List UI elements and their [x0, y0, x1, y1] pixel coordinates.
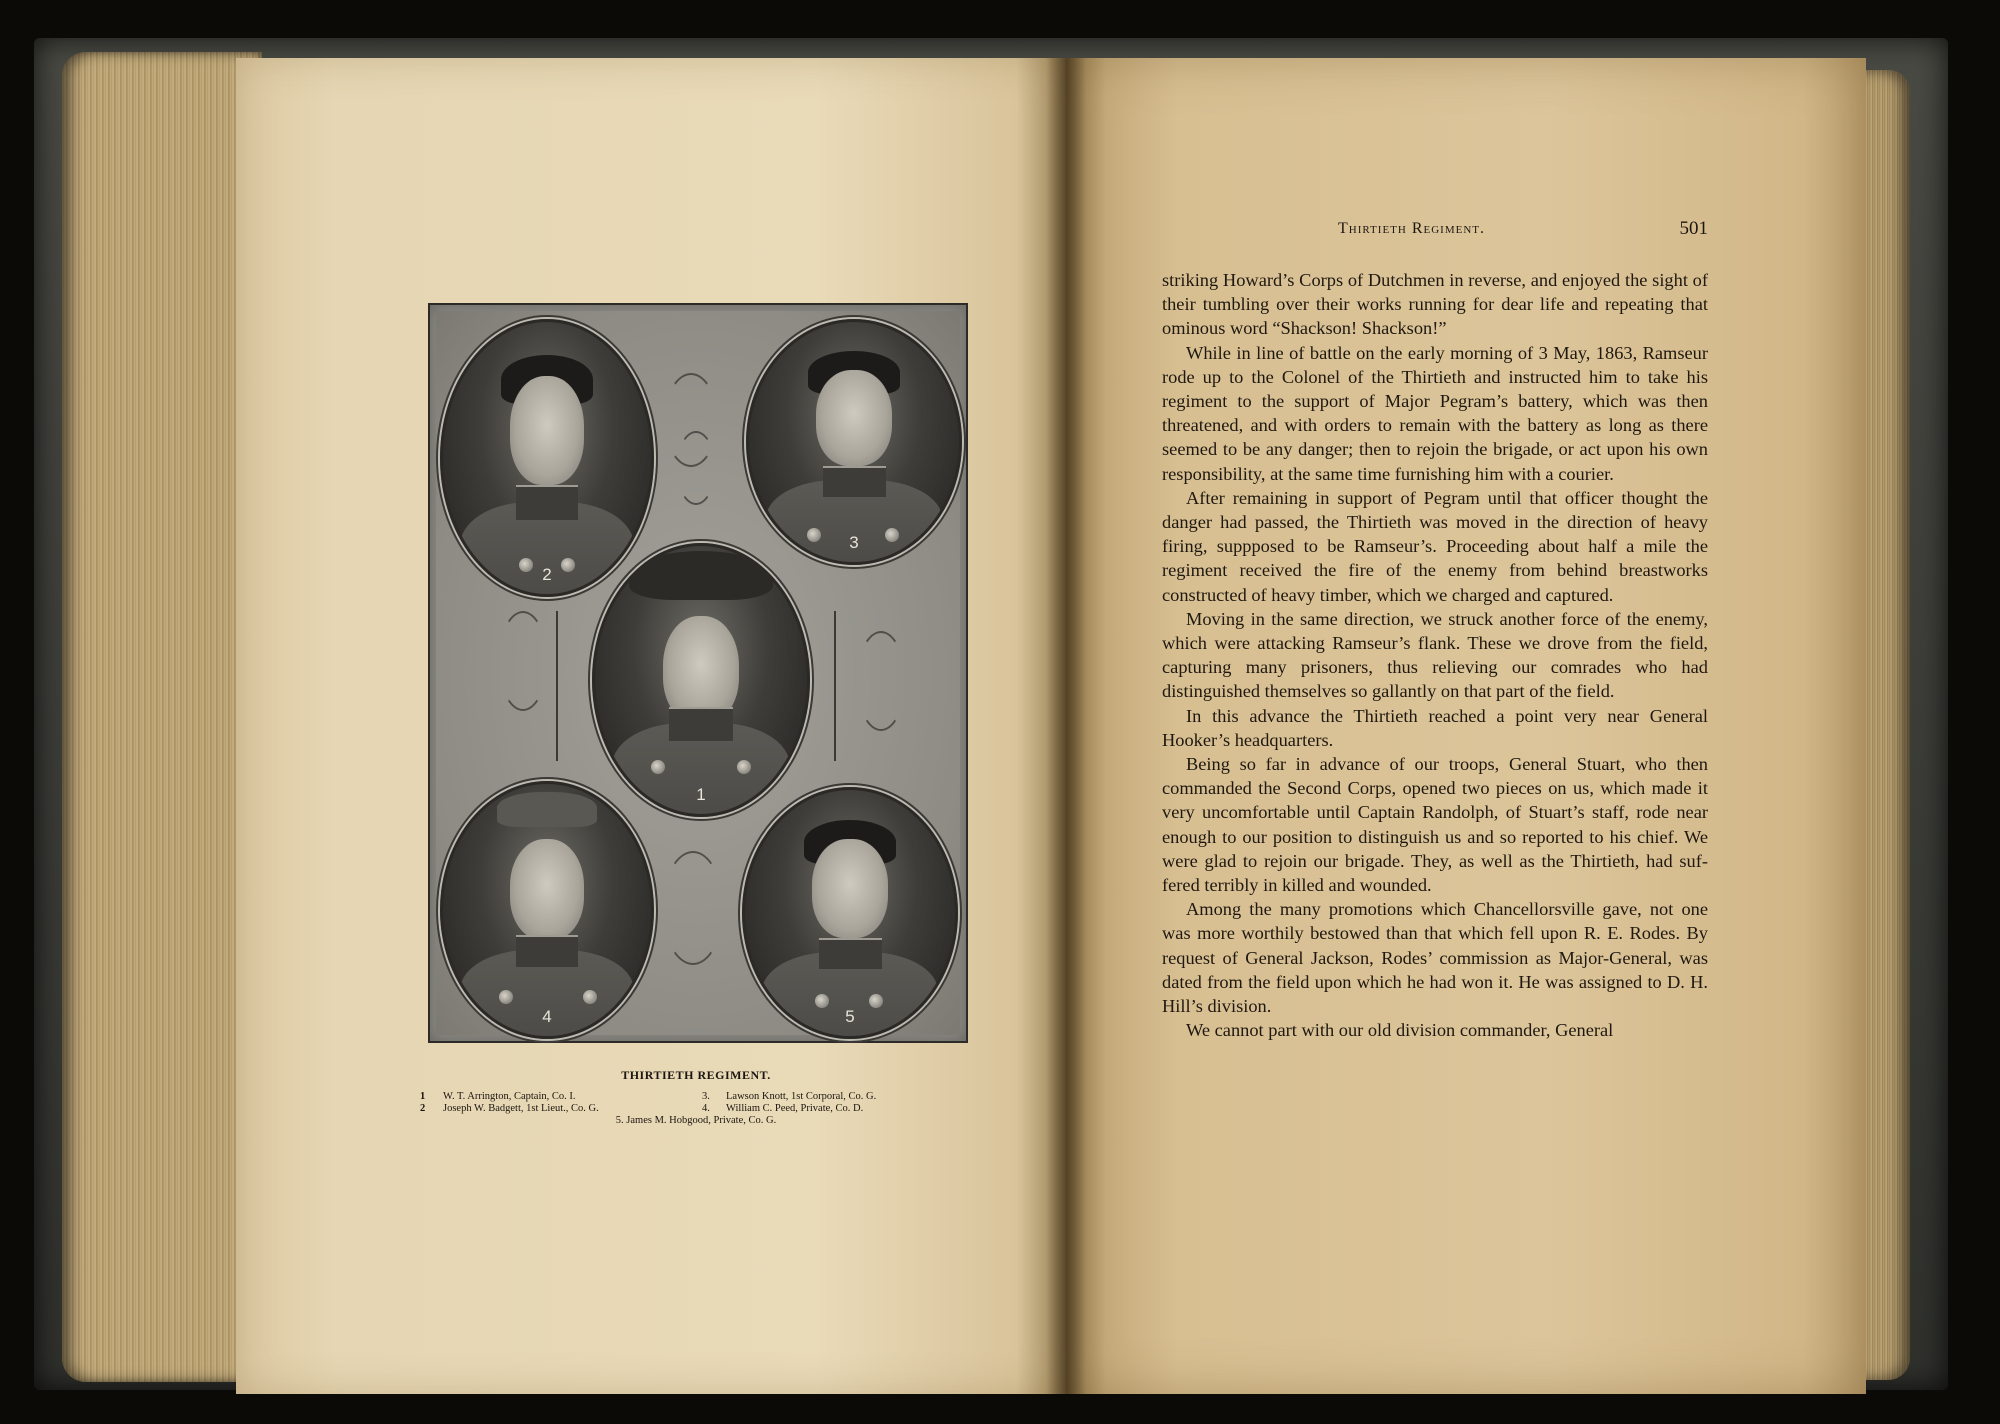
scroll-ornament	[498, 611, 548, 711]
plate-caption-title: THIRTIETH REGIMENT.	[621, 1068, 771, 1082]
left-page-stack	[62, 52, 262, 1382]
caption-number: 1	[420, 1091, 426, 1102]
face	[510, 839, 585, 940]
face	[816, 370, 892, 466]
caption-number: 5.	[615, 1115, 624, 1126]
running-head: Thirtieth Regiment.	[1338, 220, 1485, 237]
scroll-ornament	[676, 431, 716, 505]
caption-row	[420, 1115, 972, 1127]
uniform-button	[499, 990, 513, 1004]
face	[510, 376, 585, 485]
caption-entry: W. T. Arrington, Captain, Co. I.	[443, 1091, 576, 1102]
collar	[669, 707, 733, 741]
portrait-number: 1	[696, 785, 706, 804]
caption-number: 3.	[702, 1091, 710, 1102]
caption-row	[420, 1091, 972, 1103]
scroll-ornament	[856, 631, 906, 731]
portrait-1	[592, 543, 810, 817]
uniform-button	[869, 994, 883, 1008]
collar	[516, 935, 578, 967]
uniform-button	[815, 994, 829, 1008]
portrait-plate	[428, 303, 968, 1043]
hat	[629, 551, 773, 599]
caption-entry: Joseph W. Badgett, 1st Lieut., Co. G.	[443, 1103, 599, 1114]
collar	[819, 938, 882, 970]
book-gutter	[1046, 58, 1086, 1394]
paragraph: striking Howard’s Corps of Dutchmen in reverse, and enjoyed the sight of their tumbling over their works running for dear life and repeating that ominous word “Shackson! Shackson!”	[1162, 270, 1708, 339]
collar	[823, 466, 886, 497]
paragraph: In this advance the Thirtieth reached a point very near General Hooker’s headquarters.	[1162, 705, 1708, 750]
page-number: 501	[1679, 218, 1708, 239]
kepi-cap	[497, 792, 597, 827]
caption-entry: James M. Hobgood, Private, Co. G.	[626, 1115, 777, 1126]
paragraph: Moving in the same direction, we struck another force of the enemy, which were attacking Ramseur’s flank. These we drove from the field, capturing many prisoners, thus relieving our comrades who had distinguished themselves so gallantly on that part of the field.	[1162, 608, 1708, 702]
portrait-number: 2	[542, 565, 552, 584]
plate-background	[436, 311, 960, 1035]
plate-caption	[420, 1068, 972, 1127]
uniform-button	[737, 760, 751, 774]
collar	[516, 485, 578, 520]
caption-row	[420, 1103, 972, 1115]
face	[812, 839, 888, 937]
portrait-2	[440, 319, 654, 597]
paragraph: We cannot part with our old division commander, General	[1186, 1020, 1614, 1041]
caption-entry: William C. Peed, Private, Co. D.	[726, 1103, 864, 1114]
caption-number: 4.	[702, 1103, 710, 1114]
paragraph: While in line of battle on the early morning of 3 May, 1863, Ramseur rode up to the Colonel of the Thirtieth and instructed him to take his regiment to the support of Major Pegram’s battery, which was then threatened, and with orders to remain with the battery as long as there seemed to be any danger; then to rejoin the brigade, or act upon his own responsibility, at the same time furnishing him with a courier.	[1162, 342, 1708, 484]
body-text	[1162, 268, 1708, 1043]
portrait-4	[440, 781, 654, 1039]
portrait-number: 4	[542, 1007, 552, 1026]
portrait-5	[742, 787, 958, 1039]
paragraph: Among the many promotions which Chancellorsville gave, not one was more worthily bestowed than that which fell upon R. E. Rodes. By request of General Jackson, Rodes’ commission as Major-General, was dated from the field upon which he had won it. He was assigned to D. H. Hill’s division.	[1162, 899, 1708, 1017]
caption-number: 2	[420, 1103, 426, 1114]
plate-rule	[556, 611, 558, 761]
plate-rule	[834, 611, 836, 761]
portrait-number: 5	[845, 1007, 855, 1026]
paragraph: After remaining in support of Pegram until that officer thought the danger had passed, the Thirtieth was moved in the direction of heavy firing, suppposed to be Ramseur’s. Proceeding about half a mile the regiment received the fire of the enemy from behind breastworks constructed of heavy timber, which we charged and captured.	[1162, 487, 1708, 605]
scroll-ornament	[662, 851, 724, 965]
caption-entry: Lawson Knott, 1st Corporal, Co. G.	[726, 1091, 877, 1102]
uniform-button	[583, 990, 597, 1004]
portrait-3	[746, 319, 962, 565]
portrait-number: 3	[849, 533, 859, 552]
paragraph: Being so far in advance of our troops, General Stuart, who then commanded the Second Corps, opened two pieces on us, which made it very uncomfortable until Captain Randolph, of Stuart’s staff, rode near enough to our position to distinguish us and so reported to his chief. We were glad to rejoin our brigade. They, as well as the Thirtieth, had suffered terribly in killed and wounded.	[1162, 754, 1708, 896]
uniform-button	[651, 760, 665, 774]
